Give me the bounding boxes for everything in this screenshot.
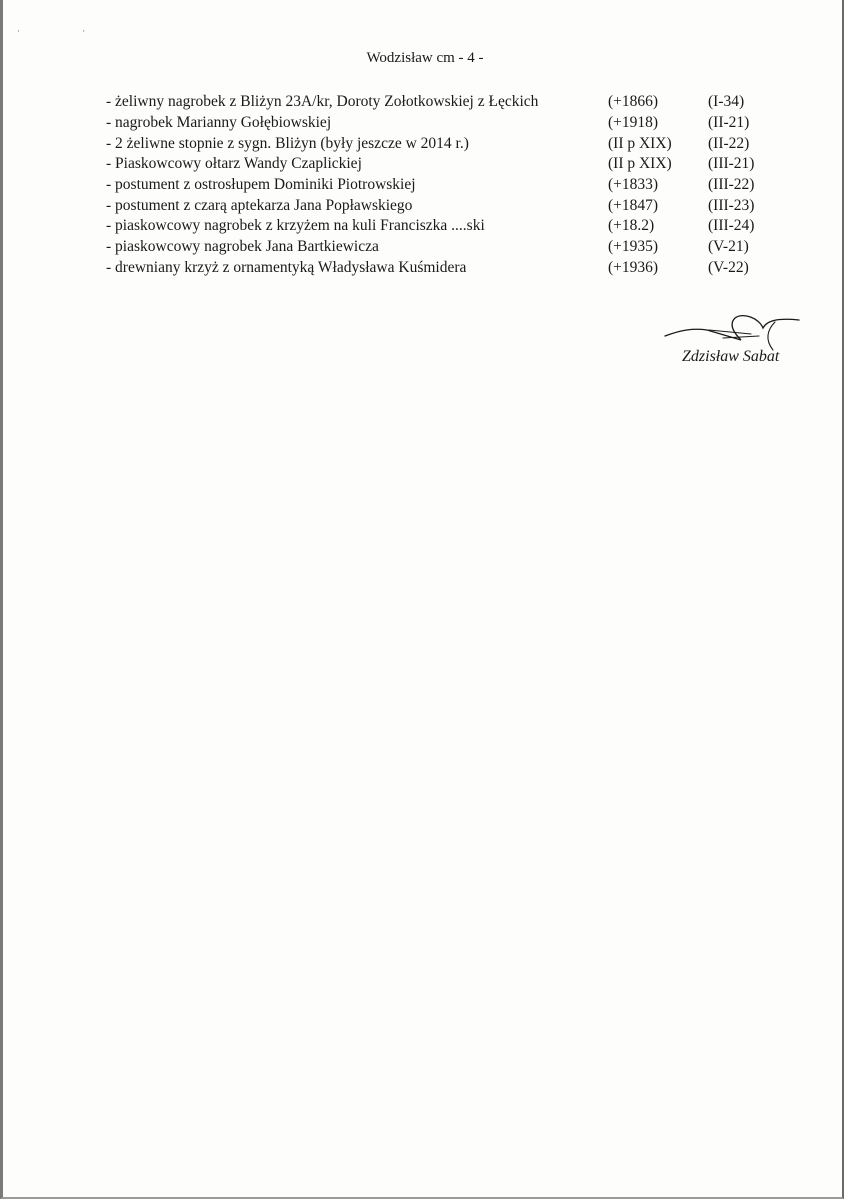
entry-date: (+1918) xyxy=(608,114,659,132)
entry-location: (III-21) xyxy=(708,155,755,173)
entry-location: (V-22) xyxy=(708,258,749,276)
entry-date: (+1935) xyxy=(608,238,659,256)
list-item xyxy=(106,258,786,279)
entry-date: (+1866) xyxy=(608,93,659,111)
scan-marks: · · xyxy=(17,26,116,36)
list-item xyxy=(106,216,786,237)
entry-location: (III-23) xyxy=(708,196,755,214)
entry-date: (II p XIX) xyxy=(608,134,672,152)
entry-date: (+1847) xyxy=(608,196,659,214)
signature-block xyxy=(643,310,803,385)
entry-description: - piaskowcowy nagrobek z krzyżem na kuli Franciszka ....ski xyxy=(106,217,485,235)
entry-location: (III-24) xyxy=(708,217,755,235)
entry-description: - postument z czarą aptekarza Jana Popławskiego xyxy=(106,196,413,214)
entry-date: (+18.2) xyxy=(608,217,655,235)
entry-description: - postument z ostrosłupem Dominiki Piotrowskiej xyxy=(106,176,416,194)
entry-location: (V-21) xyxy=(708,238,749,256)
entry-location: (II-21) xyxy=(708,114,750,132)
entry-description: - żeliwny nagrobek z Bliżyn 23A/kr, Doroty Zołotkowskiej z Łęckich xyxy=(106,93,539,111)
entry-description: - nagrobek Marianny Gołębiowskiej xyxy=(106,114,332,132)
entry-description: - 2 żeliwne stopnie z sygn. Bliżyn (były jeszcze w 2014 r.) xyxy=(106,134,469,152)
list-item xyxy=(106,133,786,154)
entry-date: (II p XIX) xyxy=(608,155,672,173)
entry-location: (II-22) xyxy=(708,134,750,152)
entry-location: (III-22) xyxy=(708,176,755,194)
list-item xyxy=(106,113,786,134)
entry-description: - piaskowcowy nagrobek Jana Bartkiewicza xyxy=(106,238,379,256)
page-header: Wodzisław cm - 4 - xyxy=(366,50,484,66)
entry-description: - Piaskowcowy ołtarz Wandy Czaplickiej xyxy=(106,155,362,173)
entry-description: - drewniany krzyż z ornamentyką Władysława Kuśmidera xyxy=(106,258,467,276)
signature-name: Zdzisław Sabat xyxy=(682,348,780,365)
list-item xyxy=(106,154,786,175)
list-item xyxy=(106,92,786,113)
list-item xyxy=(106,237,786,258)
list-item xyxy=(106,195,786,216)
list-item xyxy=(106,175,786,196)
entry-location: (I-34) xyxy=(708,93,745,111)
entry-date: (+1833) xyxy=(608,176,659,194)
entry-list xyxy=(106,92,786,278)
entry-date: (+1936) xyxy=(608,258,659,276)
